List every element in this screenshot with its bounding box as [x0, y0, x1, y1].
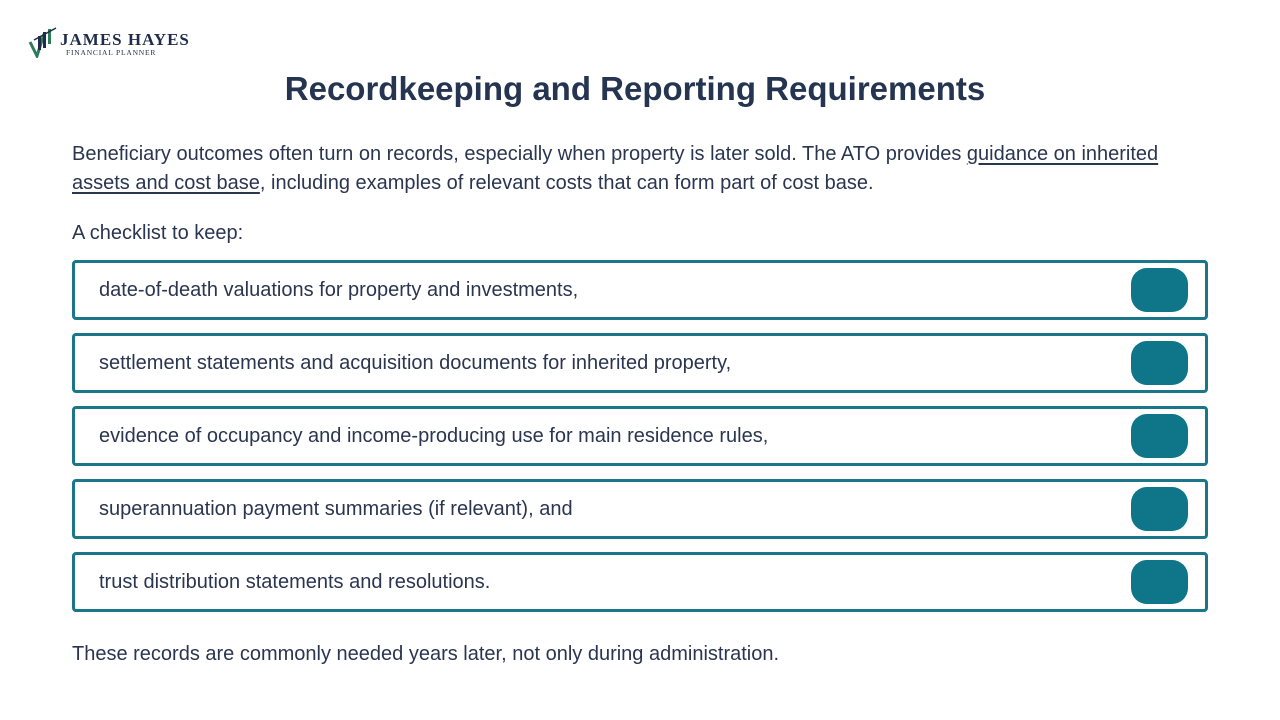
- checklist-item-toggle[interactable]: [1131, 560, 1188, 604]
- closing-note: These records are commonly needed years later, not only during administration.: [72, 643, 780, 665]
- checklist-item-label: trust distribution statements and resolutions.: [99, 570, 491, 593]
- brand-name: JAMES HAYES: [60, 30, 190, 49]
- checklist-lead: A checklist to keep:: [72, 222, 244, 244]
- checklist-item-toggle[interactable]: [1131, 487, 1188, 531]
- checklist-item-toggle[interactable]: [1131, 268, 1188, 312]
- checklist-item-label: settlement statements and acquisition documents for inherited property,: [99, 351, 732, 374]
- checklist-item: [72, 406, 1208, 466]
- intro-text-after: , including examples of relevant costs that can form part of cost base.: [259, 172, 874, 194]
- checklist-item-label: date-of-death valuations for property and investments,: [99, 278, 579, 301]
- checklist-item-label: superannuation payment summaries (if relevant), and: [99, 497, 573, 520]
- cost-base-guidance-link[interactable]: guidance on inherited assets and cost base: [72, 143, 1159, 194]
- checklist-item: [72, 260, 1208, 320]
- checklist-item: [72, 333, 1208, 393]
- intro-paragraph: [72, 140, 1208, 198]
- intro-text-before: Beneficiary outcomes often turn on records, especially when property is later sold. The ATO provides: [72, 143, 967, 165]
- checklist-item: [72, 552, 1208, 612]
- page-title: Recordkeeping and Reporting Requirements: [284, 70, 986, 107]
- checklist-item: [72, 479, 1208, 539]
- brand-subtitle: FINANCIAL PLANNER: [66, 48, 157, 57]
- checklist: [72, 260, 1208, 625]
- brand-logo: [28, 26, 190, 58]
- checklist-item-toggle[interactable]: [1131, 414, 1188, 458]
- checklist-item-toggle[interactable]: [1131, 341, 1188, 385]
- logo-mark-icon: [28, 26, 58, 58]
- checklist-item-label: evidence of occupancy and income-producing use for main residence rules,: [99, 424, 769, 447]
